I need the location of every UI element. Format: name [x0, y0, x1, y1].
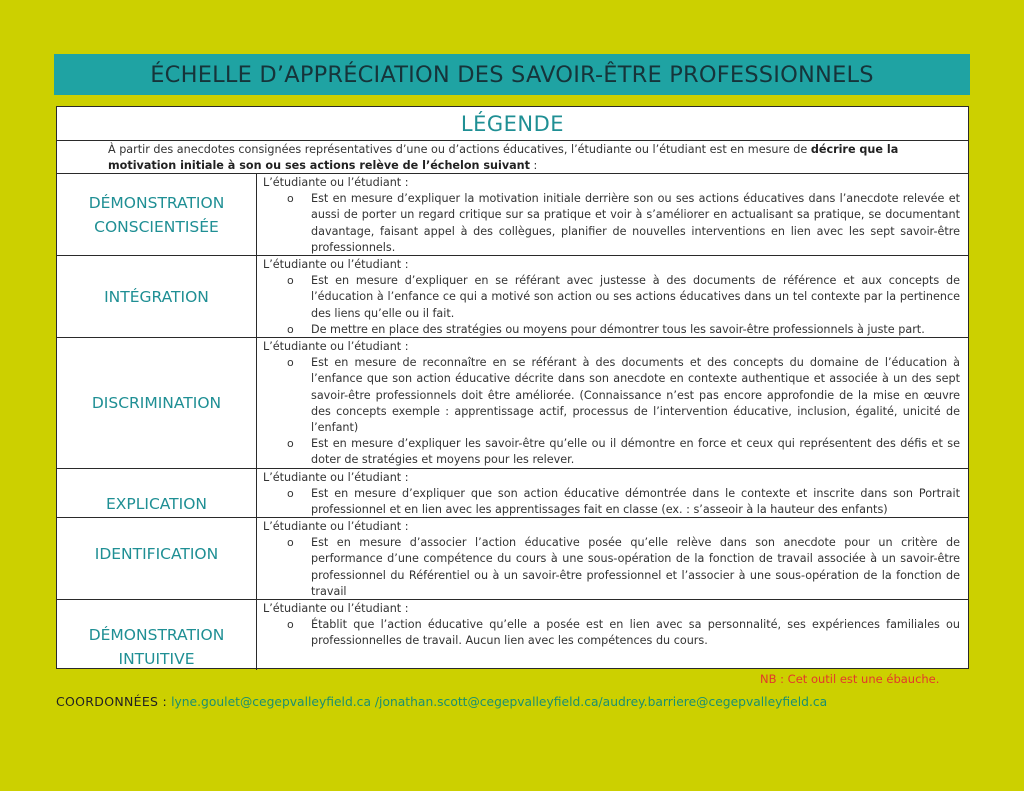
intro-end: : — [529, 159, 538, 172]
list-item: o Est en mesure d’associer l’action éducative posée qu’elle relève dans son anecdote pour un critère de performance d’une compétence du cours à une sous-opération de la fonction de travail associée à un savoir-être professionnel du Référentiel ou à un savoir-être professionnel et l’associer à une sous-opération de la fonction de travail — [287, 536, 960, 598]
page-title: ÉCHELLE D’APPRÉCIATION DES SAVOIR-ÊTRE PROFESSIONNELS — [150, 61, 874, 88]
level-lead: L’étudiante ou l’étudiant : — [263, 340, 409, 353]
draft-note: NB : Cet outil est une ébauche. — [760, 672, 940, 686]
bullet-icon: o — [287, 322, 294, 336]
level-name: DÉMONSTRATION CONSCIENTISÉE — [57, 174, 257, 255]
list-item: o Est en mesure d’expliquer les savoir-être qu’elle ou il démontre en force et ceux qui représentent des défis et se doter de stratégies et moyens pour les relever. — [287, 437, 960, 467]
level-lead: L’étudiante ou l’étudiant : — [263, 520, 409, 533]
list-item: o Est en mesure d’expliquer que son action éducative démontrée dans le contexte et inscrite dans son Portrait professionnel et en lien avec les apprentissages fait en classe (ex. : s’asseoir à la hauteur des enfants) — [287, 487, 960, 517]
level-name: INTÉGRATION — [57, 256, 257, 337]
level-row-identification — [57, 518, 968, 600]
list-item: o De mettre en place des stratégies ou moyens pour démontrer tous les savoir-être professionnels à juste part. — [263, 322, 960, 338]
level-name: DÉMONSTRATION INTUITIVE — [57, 600, 257, 670]
level-row-demonstration-conscientisee — [57, 174, 968, 256]
contact-emails[interactable]: lyne.goulet@cegepvalleyfield.ca /jonathan.scott@cegepvalleyfield.ca/audrey.barriere@cegepvalleyfield.ca — [171, 695, 828, 709]
level-name: IDENTIFICATION — [57, 518, 257, 599]
level-description — [257, 338, 968, 468]
level-lead: L’étudiante ou l’étudiant : — [263, 471, 409, 484]
level-lead: L’étudiante ou l’étudiant : — [263, 176, 409, 189]
level-description — [257, 600, 968, 670]
legend-header — [57, 107, 968, 141]
bullet-icon: o — [287, 356, 294, 370]
bullet-icon: o — [287, 274, 294, 288]
bullet-icon: o — [287, 437, 294, 451]
bullet-icon: o — [287, 536, 294, 550]
level-row-explication — [57, 469, 968, 518]
list-item: o Établit que l’action éducative qu’elle a posée est en lien avec sa personnalité, ses expériences familiales ou professionnelles de travail. Aucun lien avec les compétences du cours. — [287, 618, 960, 648]
list-item: o Est en mesure d’expliquer en se référant avec justesse à des documents de référence et aux concepts de l’éducation à l’enfance ce qui a motivé son action ou ses actions éducatives dans un tel contexte par la pertinence des liens qu’elle ou il fait. — [287, 274, 960, 320]
level-description — [257, 174, 968, 255]
bullet-icon: o — [287, 192, 294, 206]
list-item: o Est en mesure d’expliquer la motivation initiale derrière son ou ses actions éducatives dans l’anecdote relevée et aussi de porter un regard critique sur sa pratique et voir à s’améliorer en actualisant sa pratique, se documentant davantage, faisant appel à des collègues, planifier de nouvelles interventions en lien avec les sept savoir-être professionnels. — [287, 192, 960, 254]
level-lead: L’étudiante ou l’étudiant : — [263, 258, 409, 271]
bullet-icon: o — [287, 487, 294, 501]
level-row-integration — [57, 256, 968, 338]
level-row-discrimination — [57, 338, 968, 469]
rating-scale-table — [56, 106, 969, 669]
level-description — [257, 469, 968, 517]
intro-bold: décrire que la motivation initiale à son ou ses actions relève de l’échelon suivant — [108, 143, 899, 172]
level-row-demonstration-intuitive — [57, 600, 968, 670]
level-name: EXPLICATION — [57, 469, 257, 517]
level-lead: L’étudiante ou l’étudiant : — [263, 602, 409, 615]
level-description — [257, 518, 968, 599]
intro-plain: À partir des anecdotes consignées représentatives d’une ou d’actions éducatives, l’étudiante ou l’étudiant est en mesure de — [108, 143, 811, 156]
level-name: DISCRIMINATION — [57, 338, 257, 468]
title-banner — [54, 54, 970, 95]
legend-title: LÉGENDE — [460, 111, 565, 136]
bullet-icon: o — [287, 618, 294, 632]
intro-text — [57, 140, 968, 174]
list-item: o Est en mesure de reconnaître en se référant à des documents et des concepts du domaine de l’éducation à l’enfance que son action éducative décrite dans son anecdote en contexte authentique et associée à un des sept savoir-être professionnels doit être améliorée. (Connaissance n’est pas encore approfondie de la mise en œuvre des concepts exemple : apprentissage actif, processus de l’intervention éducative, inclusion, égalité, unicité de l’enfant) — [287, 356, 960, 435]
contact-line — [56, 694, 827, 709]
level-description — [257, 256, 968, 337]
contact-label: COORDONNÉES : — [56, 694, 168, 709]
